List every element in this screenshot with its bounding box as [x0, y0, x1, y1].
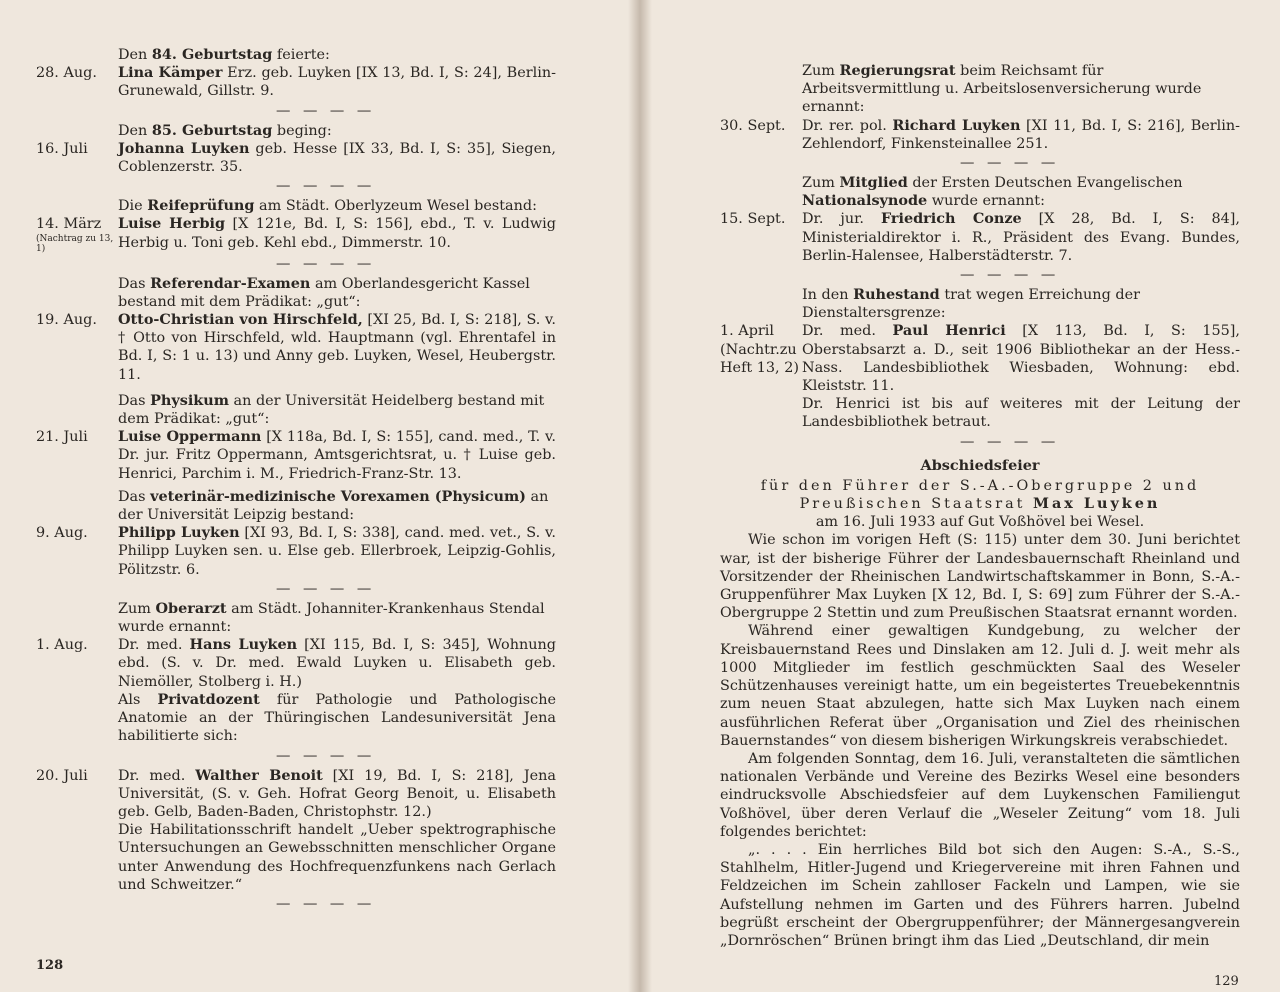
entry-text: [118, 524, 556, 579]
entry-details: Dr. Henrici ist bis auf weiteres mit der Leitung der Landesbibliothek betraut.: [802, 396, 1240, 431]
person-name: Lina Kämper: [118, 64, 223, 82]
entry-date: [720, 322, 802, 395]
person-name: Luise Oppermann: [118, 428, 262, 446]
section-separator: — — — —: [276, 895, 376, 912]
dated-entry: [36, 140, 556, 176]
heading-text: In den: [802, 287, 854, 304]
section-separator: — — — —: [960, 433, 1060, 450]
heading-keyword: Referendar-Examen: [150, 274, 311, 292]
heading-keyword: Nationalsynode: [802, 192, 928, 210]
person-name: Johanna Luyken: [118, 139, 250, 157]
entry-text: [802, 210, 1240, 265]
section-separator: — — — —: [276, 255, 376, 272]
heading-text: der Ersten Deutschen Evangelischen: [907, 175, 1183, 192]
heading-keyword: 84. Geburtstag: [151, 46, 273, 63]
entry-text: [118, 767, 556, 822]
article-title: Abschiedsfeier: [920, 456, 1040, 474]
person-name: Paul Henrici: [892, 322, 1006, 340]
entry-date: [36, 64, 118, 100]
entry-details: Erz. geb. Luyken [IX 13, Bd. I, S: 24], Berlin-Grunewald, Gillstr. 9.: [118, 65, 556, 100]
section-separator: — — — —: [276, 747, 376, 764]
heading-keyword: Oberarzt: [155, 599, 227, 617]
page-number-left: 128: [36, 958, 64, 973]
article-paragraph: Am folgenden Sonntag, dem 16. Juli, veranstalteten die sämtlichen nationalen Verbände und Vereine des Bezirks Wesel eine besonders eindrucksvolle Abschiedsfeier auf dem Luykenschen Familiengut Voßhövel, über deren Verlauf die „Weseler Zeitung“ vom 18. Juli folgendes berichtet:: [720, 750, 1240, 840]
entry-prefix: Dr. med.: [118, 637, 190, 654]
dated-entry: [36, 64, 556, 100]
section-heading: [36, 392, 556, 428]
entry-details: [XI 19, Bd. I, S: 218], Jena Universität, (S. v. Geh. Hofrat Georg Benoit, u. Elisabeth geb. Gelb, Baden-Baden, Christophstr. 12.): [118, 767, 556, 820]
dated-entry: [720, 210, 1240, 265]
entry-date: [36, 524, 118, 579]
heading-text: beim Reichsamt für Arbeitsvermittlung u. Arbeitslosenversicherung wurde ernannt:: [802, 63, 1202, 116]
article-paragraph: Während einer gewaltigen Kundgebung, zu welcher der Kreisbauernstand Rees und Dinslaken am 12. Juli d. J. weit mehr als 1000 Mitglieder im festlich geschmückten Saal des Weseler Schützenhauses vereinigt hatte, um ein begeistertes Treuebekenntnis zum neuen Staat abzulegen, hatte sich Max Luyken nach einem ausführlichen Referat über „Organisation und Ziel des rheinischen Bauernstandes“ von diesem bisherigen Wirkungskreis verabschiedet.: [720, 623, 1240, 749]
date-text: 9. Aug.: [36, 525, 88, 542]
entry-details: für Pathologie und Pathologische Anatomie an der Thüringischen Landesuniversität Jena habilitierte sich:: [118, 691, 556, 745]
heading-text: am Städt. Johanniter-Krankenhaus Stendal wurde ernannt:: [118, 600, 545, 636]
entry-text: [118, 215, 556, 253]
section-heading: [36, 46, 556, 64]
date-text: 16. Juli: [36, 140, 88, 157]
person-name: Luise Herbig: [118, 215, 226, 233]
dated-entry: [36, 767, 556, 822]
person-name: Walther Benoit: [195, 766, 323, 784]
article-paragraph: „. . . . Ein herrliches Bild bot sich den Augen: S.-A., S.-S., Stahlhelm, Hitler-Jugend und Kriegervereine mit ihren Fahnen und Feldzeichen im Schein zahlloser Fackeln und Lampen, wie sie Aufstellung nehmen im Garten und des Führers harren. Jubelnd begrüßt erscheint der Obergruppenführer; der Männergesangverein „Dornröschen“ Brünen bringt ihm das Lied „Deutschland, dir mein: [720, 841, 1240, 949]
left-page-text: [36, 46, 556, 915]
person-name: Otto-Christian von Hirschfeld,: [118, 311, 363, 329]
entry-details: [X 113, Bd. I, S: 155], Oberstabsarzt a. D., seit 1906 Bibliothekar an der Hess.-Nass. Landesbibliothek Wiesbaden, Wohnung: ebd. Kleiststr. 11.: [802, 323, 1240, 395]
article-subtitle: [720, 495, 1240, 513]
section-heading: [720, 174, 1240, 210]
date-text: 30. Sept.: [720, 117, 786, 134]
entry-details: [X 28, Bd. I, S: 84], Ministerialdirektor i. R., Präsident des Evang. Bundes, Berlin-Halensee, Halberstädterstr. 7.: [802, 211, 1240, 264]
section-separator: — — — —: [276, 102, 376, 119]
section-heading: [36, 488, 556, 524]
entry-date: [720, 395, 802, 431]
heading-keyword: Ruhestand: [853, 286, 940, 304]
dated-entry: [36, 428, 556, 483]
heading-keyword: Mitglied: [839, 174, 908, 192]
entry-text: [802, 322, 1240, 395]
heading-keyword: 85. Geburtstag: [151, 121, 273, 139]
heading-text: trat wegen Erreichung der Dienstaltersgrenze:: [802, 287, 1140, 322]
entry-prefix: Dr. med.: [802, 323, 893, 340]
entry-prefix: Als: [118, 691, 158, 708]
entry-text: [118, 64, 556, 100]
entry-text: [118, 311, 556, 384]
subtitle-text: für den Führer der S.-A.-Obergruppe 2 und: [760, 477, 1200, 494]
date-text: 15. Sept.: [720, 211, 786, 228]
entry-details: [XI 115, Bd. I, S: 345], Wohnung ebd. (S. v. Dr. med. Ewald Luyken u. Elisabeth geb. Niemöller, Stolberg i. H.): [118, 637, 556, 690]
entry-date: [36, 691, 118, 746]
heading-text: am Oberlandesgericht Kassel bestand mit dem Prädikat: „gut“:: [118, 275, 530, 310]
date-text: 21. Juli: [36, 429, 88, 446]
entry-text: [802, 117, 1240, 153]
date-text: 1. Aug.: [36, 637, 88, 654]
entry-date: [720, 117, 802, 153]
dated-entry: [36, 215, 556, 253]
section-separator: — — — —: [960, 267, 1060, 284]
section-separator: — — — —: [276, 580, 376, 597]
dated-entry: [36, 311, 556, 384]
entry-continuation: [36, 691, 556, 746]
person-name: Friedrich Conze: [880, 210, 1022, 228]
section-heading: [36, 122, 556, 140]
page-number-right: 129: [1214, 974, 1239, 989]
heading-text: Den: [118, 47, 152, 63]
article-subtitle: [720, 477, 1240, 495]
entry-date: [36, 311, 118, 384]
section-separator: — — — —: [276, 178, 376, 195]
date-note: (Nachtrag zu 13, 1): [36, 233, 114, 254]
dated-entry: [36, 636, 556, 691]
section-heading: [720, 286, 1240, 322]
section-separator: — — — —: [960, 155, 1060, 172]
section-heading: [720, 62, 1240, 117]
entry-text: [118, 821, 556, 894]
subtitle-text: Preußischen Staatsrat: [799, 496, 1034, 513]
heading-keyword: veterinär-medizinische Vorexamen (Physicum): [150, 487, 526, 505]
heading-text: an der Universität Leipzig bestand:: [118, 488, 549, 524]
entry-date: [36, 767, 118, 822]
date-text: 28. Aug.: [36, 65, 97, 82]
entry-date: [720, 210, 802, 265]
entry-prefix: Dr. med.: [118, 767, 196, 784]
article-subtitle: [720, 513, 1240, 531]
dated-entry: [36, 524, 556, 579]
entry-date: [36, 140, 118, 176]
book-gutter: [628, 0, 652, 992]
date-text: 20. Juli: [36, 767, 88, 784]
heading-text: Das: [118, 392, 151, 409]
entry-text: [802, 395, 1240, 431]
heading-keyword: Reifeprüfung: [147, 197, 255, 215]
entry-date: [36, 636, 118, 691]
heading-text: wurde ernannt:: [927, 193, 1045, 210]
right-page-text: [720, 62, 1240, 950]
date-text: 14. März: [36, 216, 102, 233]
heading-text: beging:: [272, 122, 332, 139]
entry-details: [XI 93, Bd. I, S: 338], cand. med. vet., S. v. Philipp Luyken sen. u. Else geb. Ellerbroek, Leipzig-Gohlis, Pölitzstr. 6.: [118, 525, 556, 578]
section-heading: [36, 600, 556, 636]
heading-keyword: Physikum: [150, 391, 229, 409]
entry-details: Die Habilitationsschrift handelt „Ueber spektrographische Untersuchungen an Gewebsschnitten menschlicher Organe unter Anwendung des Hochfrequenzfunkens nach Gerlach und Schweitzer.“: [118, 822, 556, 893]
dated-entry: [720, 322, 1240, 395]
entry-date: [36, 215, 118, 253]
entry-details: [XI 11, Bd. I, S: 216], Berlin-Zehlendorf, Finkensteinallee 251.: [802, 117, 1241, 152]
entry-text: [118, 428, 556, 483]
entry-text: [118, 691, 556, 746]
entry-details: [XI 25, Bd. I, S: 218], S. v. † Otto von Hirschfeld, wld. Hauptmann (vgl. Ehrentafel in Bd. I, S: 1 u. 13) und Anny geb. Luyken, Wesel, Heubergstr. 11.: [118, 312, 556, 383]
heading-text: Zum: [802, 63, 840, 79]
person-name: Privatdozent: [157, 690, 260, 708]
article-paragraph: Wie schon im vorigen Heft (S: 115) unter dem 30. Juni berichtet war, ist der bisherige Führer der Landesbauernschaft Rheinland und Vorsitzender der Rheinischen Landwirtschaftskammer in Bonn, S.-A.-Gruppenführer Max Luyken [X 12, Bd. I, S: 69] zum Führer der S.-A.-Obergruppe 2 Stettin und zum Preußischen Staatsrat ernannt worden.: [720, 532, 1240, 622]
entry-continuation: [36, 821, 556, 894]
heading-text: Zum: [118, 600, 156, 617]
person-name: Richard Luyken: [892, 116, 1021, 134]
entry-details: [X 121e, Bd. I, S: 156], ebd., T. v. Ludwig Herbig u. Toni geb. Kehl ebd., Dimmerstr. 10.: [118, 216, 556, 251]
entry-text: [118, 140, 556, 176]
date-text: 1. April: [720, 323, 774, 340]
heading-text: Zum: [802, 175, 840, 192]
entry-details: geb. Hesse [IX 33, Bd. I, S: 35], Siegen, Coblenzerstr. 35.: [118, 140, 556, 176]
heading-text: feierte:: [272, 47, 330, 63]
person-name: Hans Luyken: [189, 636, 298, 654]
entry-prefix: Dr. jur.: [802, 211, 881, 228]
right-page: [640, 0, 1280, 992]
date-note: (Nachtr.zu Heft 13, 2): [720, 341, 799, 376]
heading-text: Den: [118, 122, 152, 139]
entry-prefix: Dr. rer. pol.: [802, 117, 893, 134]
person-name: Philipp Luyken: [118, 524, 240, 542]
dated-entry: [720, 117, 1240, 153]
section-heading: [36, 197, 556, 215]
date-text: 19. Aug.: [36, 312, 97, 329]
spacer: [36, 384, 556, 392]
heading-text: Das: [118, 275, 151, 292]
entry-details: [X 118a, Bd. I, S: 155], cand. med., T. v. Dr. jur. Fritz Oppermann, Amtsgerichtsrat, u. † Luise geb. Henrici, Parchim i. M., Friedrich-Franz-Str. 13.: [118, 429, 556, 482]
heading-keyword: Regierungsrat: [839, 62, 956, 79]
entry-continuation: [720, 395, 1240, 431]
entry-date: [36, 428, 118, 483]
subtitle-text: am 16. Juli 1933 auf Gut Voßhövel bei Wesel.: [815, 514, 1145, 531]
entry-date: [36, 821, 118, 894]
heading-text: am Städt. Oberlyzeum Wesel bestand:: [254, 198, 537, 215]
heading-text: Die: [118, 198, 148, 215]
section-heading: [36, 275, 556, 311]
person-name: Max Luyken: [1033, 495, 1161, 513]
heading-text: an der Universität Heidelberg bestand mit dem Prädikat: „gut“:: [118, 392, 545, 428]
entry-text: [118, 636, 556, 691]
heading-text: Das: [118, 488, 151, 505]
